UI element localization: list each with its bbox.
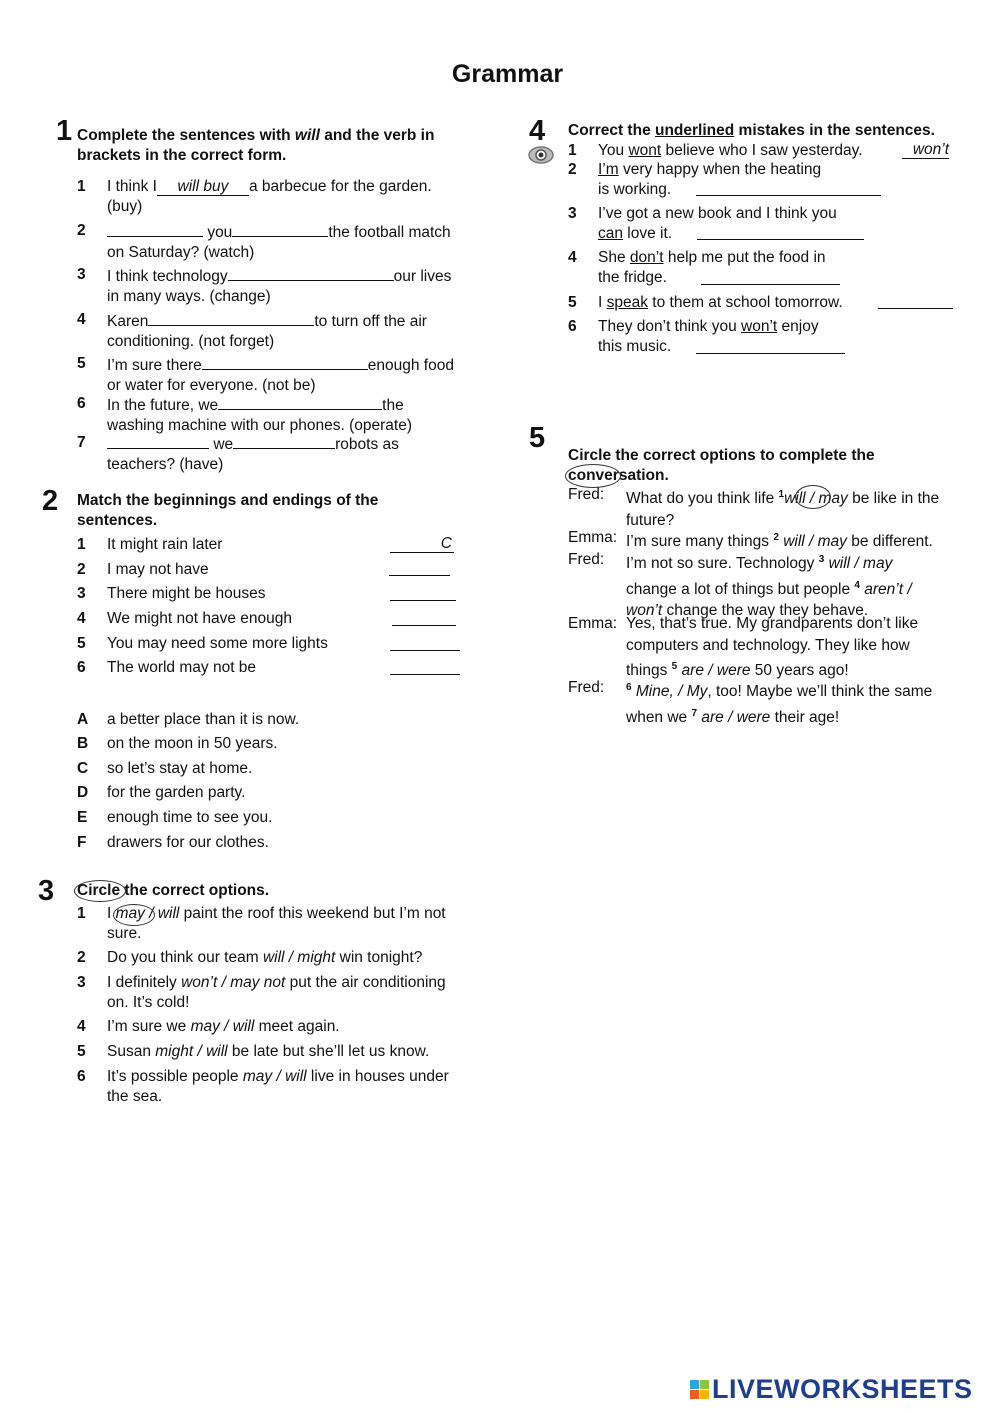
underlined-mistake: don’t: [629, 249, 664, 266]
line-text: their age!: [770, 708, 840, 726]
item-text: believe who I saw yesterday.: [661, 142, 863, 159]
eye-icon[interactable]: [527, 145, 555, 165]
s4-answer-1[interactable]: won’t: [902, 141, 949, 159]
item-number: 3: [77, 266, 86, 283]
answer-circle-mark: [795, 485, 831, 509]
underlined-mistake: can: [598, 225, 623, 242]
s2-answer-4[interactable]: [392, 625, 456, 626]
section-4-instruction: [568, 121, 978, 141]
logo-square: [690, 1380, 699, 1389]
option-separator: /: [219, 1018, 233, 1035]
item-number: 2: [77, 949, 86, 966]
option-1[interactable]: will: [828, 555, 851, 573]
option-separator: /: [804, 533, 818, 551]
item-text: I’m sure we: [107, 1018, 191, 1035]
option-2[interactable]: were: [736, 708, 771, 726]
s2-item-4: [77, 609, 377, 629]
option-1[interactable]: may: [190, 1018, 220, 1035]
instruction-text: Complete the sentences with: [77, 127, 295, 144]
answer-circle-mark: [113, 904, 155, 926]
item-text: sure.: [107, 925, 142, 942]
item-text: conditioning. (not forget): [107, 333, 275, 350]
s2-item-2: [77, 560, 377, 580]
dialogue-line-3: [568, 549, 978, 622]
item-number: 5: [77, 1043, 86, 1060]
option-1[interactable]: are: [701, 708, 724, 726]
gap-number: 2: [773, 532, 779, 543]
section-3-number: 3: [38, 875, 55, 907]
item-text: Do you think our team: [107, 949, 263, 966]
option-separator: /: [217, 974, 231, 991]
ending-text: so let’s stay at home.: [107, 760, 253, 777]
item-text: live in houses under: [306, 1068, 449, 1085]
item-text: Karen: [107, 313, 149, 330]
option-1[interactable]: will: [784, 490, 806, 508]
option-1[interactable]: may: [115, 905, 145, 922]
item-number: 5: [568, 294, 577, 311]
option-separator: /: [193, 1043, 207, 1060]
item-text: this music.: [598, 338, 672, 355]
section-1-number: 1: [56, 115, 73, 147]
item-text: In the future, we: [107, 397, 219, 414]
line-text: things: [626, 662, 672, 680]
s1-item-6: [77, 394, 477, 436]
s4-item-6: [568, 317, 968, 357]
instruction-text: Correct the: [568, 122, 655, 139]
s4-answer-4[interactable]: [701, 284, 840, 285]
s2-answer-6[interactable]: [390, 674, 460, 675]
item-number: 1: [568, 142, 577, 159]
option-1[interactable]: aren’t /: [864, 580, 912, 598]
page-title: Grammar: [451, 60, 564, 88]
line-text: I’m not so sure. Technology: [626, 555, 819, 573]
item-text: robots as: [335, 436, 399, 453]
item-number: 7: [77, 434, 86, 451]
item-number: 3: [568, 205, 577, 222]
item-text: You: [598, 142, 629, 159]
option-2[interactable]: may not: [230, 974, 286, 991]
option-separator: /: [703, 662, 717, 680]
gap-number: 1: [778, 489, 785, 500]
option-2[interactable]: will: [157, 905, 180, 922]
item-text: is working.: [598, 181, 672, 198]
speaker-name: Fred:: [568, 486, 605, 503]
s3-item-2: [77, 948, 487, 968]
logo-square: [690, 1390, 699, 1399]
ending-text: a better place than it is now.: [107, 711, 300, 728]
item-text: I think I: [107, 178, 157, 195]
ending-letter: D: [77, 784, 89, 801]
item-number: 3: [77, 585, 86, 602]
item-text: the fridge.: [598, 269, 667, 286]
speaker-name: Emma:: [568, 615, 618, 632]
s4-answer-2[interactable]: [696, 195, 881, 196]
option-2[interactable]: might: [297, 949, 336, 966]
ending-letter: E: [77, 809, 88, 826]
item-text: washing machine with our phones. (operate): [107, 417, 413, 434]
logo-text: LIVEWORKSHEETS: [712, 1374, 973, 1404]
item-number: 2: [77, 561, 86, 578]
item-text: meet again.: [254, 1018, 340, 1035]
underlined-mistake: I’m: [598, 161, 619, 178]
ending-letter: B: [77, 735, 89, 752]
s3-item-5: [77, 1042, 487, 1062]
s2-ending-c: [77, 759, 377, 779]
speaker-name: Emma:: [568, 529, 618, 546]
gap-number: 3: [818, 554, 825, 565]
liveworksheets-logo[interactable]: [690, 1374, 973, 1405]
line-text: Yes, that’s true. My grandparents don’t like: [626, 615, 919, 632]
option-2[interactable]: will: [285, 1068, 307, 1085]
answer-blank[interactable]: [202, 354, 368, 370]
gap-number: 6: [626, 682, 632, 693]
item-number: 4: [568, 249, 577, 266]
item-number: 1: [77, 178, 86, 195]
option-1[interactable]: are: [681, 662, 704, 680]
item-text: put the air conditioning: [285, 974, 446, 991]
option-1[interactable]: Mine,: [635, 683, 674, 701]
item-text: enough food: [367, 357, 454, 374]
item-text: enjoy: [777, 318, 819, 335]
instruction-emphasis: will: [294, 127, 320, 144]
item-text: I definitely: [107, 974, 182, 991]
option-2[interactable]: may: [817, 533, 847, 551]
option-1[interactable]: will: [783, 533, 805, 551]
item-number: 5: [77, 635, 86, 652]
item-text: (buy): [107, 198, 143, 215]
section-3-instruction: Circle the correct options.: [77, 882, 270, 899]
item-text: you: [207, 224, 233, 241]
gap-number: 7: [691, 707, 698, 719]
item-text: I’ve got a new book and I think you: [598, 205, 837, 222]
ending-text: enough time to see you.: [107, 809, 273, 826]
item-text: They don’t think you: [598, 318, 742, 335]
speaker-name: Fred:: [568, 679, 605, 696]
item-text: on. It’s cold!: [107, 994, 190, 1011]
option-1[interactable]: won’t: [181, 974, 218, 991]
option-2[interactable]: won’t: [626, 602, 663, 620]
s2-ending-d: [77, 783, 377, 803]
item-text: the sea.: [107, 1088, 163, 1105]
item-text: I’m sure there: [107, 357, 202, 374]
logo-square: [700, 1380, 709, 1389]
instruction-text: and the verb in brackets in the correct form.: [77, 127, 435, 164]
s3-item-4: [77, 1017, 487, 1037]
option-separator: /: [723, 708, 737, 726]
answer-blank[interactable]: [107, 221, 203, 237]
answer-blank[interactable]: [218, 394, 382, 410]
s2-item-6: [77, 658, 377, 678]
ending-text: on the moon in 50 years.: [107, 735, 278, 752]
line-text: change a lot of things but people: [626, 580, 855, 598]
item-text: I think technology: [107, 268, 228, 285]
item-number: 4: [77, 311, 86, 328]
s2-ending-b: [77, 734, 377, 754]
example-circle-mark: [74, 880, 126, 902]
answer-blank[interactable]: [148, 310, 314, 326]
item-text: I may not have: [107, 561, 209, 578]
s3-item-6: [77, 1067, 487, 1107]
line-text: 50 years ago!: [750, 662, 849, 680]
item-text: a barbecue for the garden.: [248, 178, 432, 195]
item-text: to turn off the air: [314, 313, 427, 330]
answer-blank[interactable]: [233, 433, 335, 449]
s3-item-3: [77, 973, 487, 1013]
s2-answer-2[interactable]: [389, 575, 450, 576]
option-separator: /: [144, 905, 158, 922]
option-separator: /: [805, 490, 819, 508]
instruction-underlined: underlined: [655, 122, 735, 139]
item-text: be late but she’ll let us know.: [227, 1043, 430, 1060]
s2-item-5: [77, 634, 377, 654]
answer-blank[interactable]: [228, 265, 394, 281]
item-text: The world may not be: [107, 659, 257, 676]
s2-answer-3[interactable]: [390, 600, 456, 601]
item-number: 6: [568, 318, 577, 335]
line-text: when we: [626, 708, 692, 726]
item-text: I: [107, 905, 116, 922]
s2-answer-1[interactable]: C: [390, 535, 454, 553]
speaker-name: Fred:: [568, 551, 605, 568]
ending-letter: C: [77, 760, 89, 777]
answer-blank[interactable]: [107, 433, 209, 449]
s4-item-4: [568, 248, 968, 288]
section-2-instruction: Match the beginnings and endings of the sentences.: [77, 492, 379, 529]
item-text: teachers? (have): [107, 456, 224, 473]
option-2[interactable]: My: [686, 683, 708, 701]
line-text: I’m sure many things: [626, 533, 774, 551]
s1-item-1: [77, 177, 477, 217]
ending-text: for the garden party.: [107, 784, 246, 801]
line-text: computers and technology. They like how: [626, 636, 910, 654]
option-separator: /: [673, 683, 687, 701]
item-number: 6: [77, 659, 86, 676]
answer-blank[interactable]: will buy: [157, 178, 249, 196]
s2-ending-f: [77, 833, 377, 853]
item-text: love it.: [623, 225, 673, 242]
answer-blank[interactable]: [232, 221, 328, 237]
s2-item-3: [77, 584, 377, 604]
item-text: we: [213, 436, 234, 453]
line-text: change the way they behave.: [662, 602, 869, 620]
dialogue-line-4: [568, 613, 978, 682]
s2-ending-a: [77, 710, 377, 730]
s4-item-5: [568, 293, 968, 313]
item-text: or water for everyone. (not be): [107, 377, 316, 394]
s1-item-5: [77, 354, 477, 396]
option-2[interactable]: will: [232, 1018, 255, 1035]
option-1[interactable]: will: [262, 949, 285, 966]
item-number: 4: [77, 610, 86, 627]
item-text: win tonight?: [335, 949, 423, 966]
item-text: very happy when the heating: [618, 161, 822, 178]
s1-item-2: [77, 221, 477, 263]
item-number: 5: [77, 355, 86, 372]
s2-answer-5[interactable]: [390, 650, 460, 651]
item-number: 1: [77, 536, 86, 553]
item-text: You may need some more lights: [107, 635, 328, 652]
s1-item-3: [77, 265, 477, 307]
item-text: We might not have enough: [107, 610, 292, 627]
instruction-text: mistakes in the sentences.: [734, 122, 935, 139]
section-1-instruction: [77, 126, 477, 166]
s1-item-7: [77, 433, 477, 475]
logo-mark-icon: [690, 1380, 709, 1399]
item-text: help me put the food in: [663, 249, 826, 266]
line-text: , too! Maybe we’ll think the same: [707, 683, 933, 701]
option-2[interactable]: may: [818, 490, 848, 508]
gap-number: 5: [671, 661, 678, 672]
gap-number: 4: [854, 579, 860, 591]
section-4-number: 4: [529, 115, 546, 147]
underlined-mistake: speak: [606, 294, 648, 311]
dialogue-line-5: [568, 677, 978, 728]
item-number: 6: [77, 395, 86, 412]
item-number: 6: [77, 1068, 86, 1085]
item-number: 3: [77, 974, 86, 991]
item-text: the football match: [328, 224, 451, 241]
logo-square: [700, 1390, 709, 1399]
item-text: It’s possible people: [107, 1068, 243, 1085]
section-2-number: 2: [42, 485, 59, 517]
s4-answer-6[interactable]: [696, 353, 845, 354]
line-text: be like in the: [847, 490, 940, 508]
s4-item-2: [568, 160, 968, 200]
s4-answer-5[interactable]: [878, 308, 953, 309]
option-2[interactable]: will: [206, 1043, 228, 1060]
underlined-mistake: won’t: [741, 318, 778, 335]
item-text: I: [598, 294, 607, 311]
ending-letter: F: [77, 834, 87, 851]
item-number: 1: [77, 905, 86, 922]
ending-letter: A: [77, 711, 89, 728]
s2-item-1: [77, 535, 377, 555]
item-text: on Saturday? (watch): [107, 244, 255, 261]
option-separator: /: [850, 555, 864, 573]
item-text: It might rain later: [107, 536, 223, 553]
s1-item-4: [77, 310, 477, 352]
option-2[interactable]: may: [863, 555, 893, 573]
underlined-mistake: wont: [628, 142, 662, 159]
ending-text: drawers for our clothes.: [107, 834, 269, 851]
option-separator: /: [272, 1068, 286, 1085]
line-text: future?: [626, 511, 675, 529]
option-1[interactable]: may: [242, 1068, 273, 1085]
item-number: 2: [77, 222, 86, 239]
line-text: What do you think life: [626, 490, 779, 508]
item-text: There might be houses: [107, 585, 266, 602]
item-number: 4: [77, 1018, 86, 1035]
s2-ending-e: [77, 808, 377, 828]
item-text: Susan: [107, 1043, 156, 1060]
section-5-instruction: Circle the correct options to complete the conversation.: [568, 447, 875, 484]
s4-answer-3[interactable]: [697, 239, 864, 240]
item-text: our lives: [393, 268, 452, 285]
dialogue-line-1: [568, 484, 978, 531]
line-text: be different.: [846, 533, 933, 551]
item-number: 2: [568, 161, 577, 178]
s4-item-3: [568, 204, 968, 244]
item-text: the: [382, 397, 404, 414]
section-5-number: 5: [529, 422, 546, 454]
item-text: paint the roof this weekend but I’m not: [179, 905, 446, 922]
option-separator: /: [284, 949, 298, 966]
option-1[interactable]: might: [155, 1043, 194, 1060]
item-text: to them at school tomorrow.: [648, 294, 843, 311]
option-2[interactable]: were: [716, 662, 751, 680]
item-text: in many ways. (change): [107, 288, 271, 305]
item-text: She: [598, 249, 630, 266]
